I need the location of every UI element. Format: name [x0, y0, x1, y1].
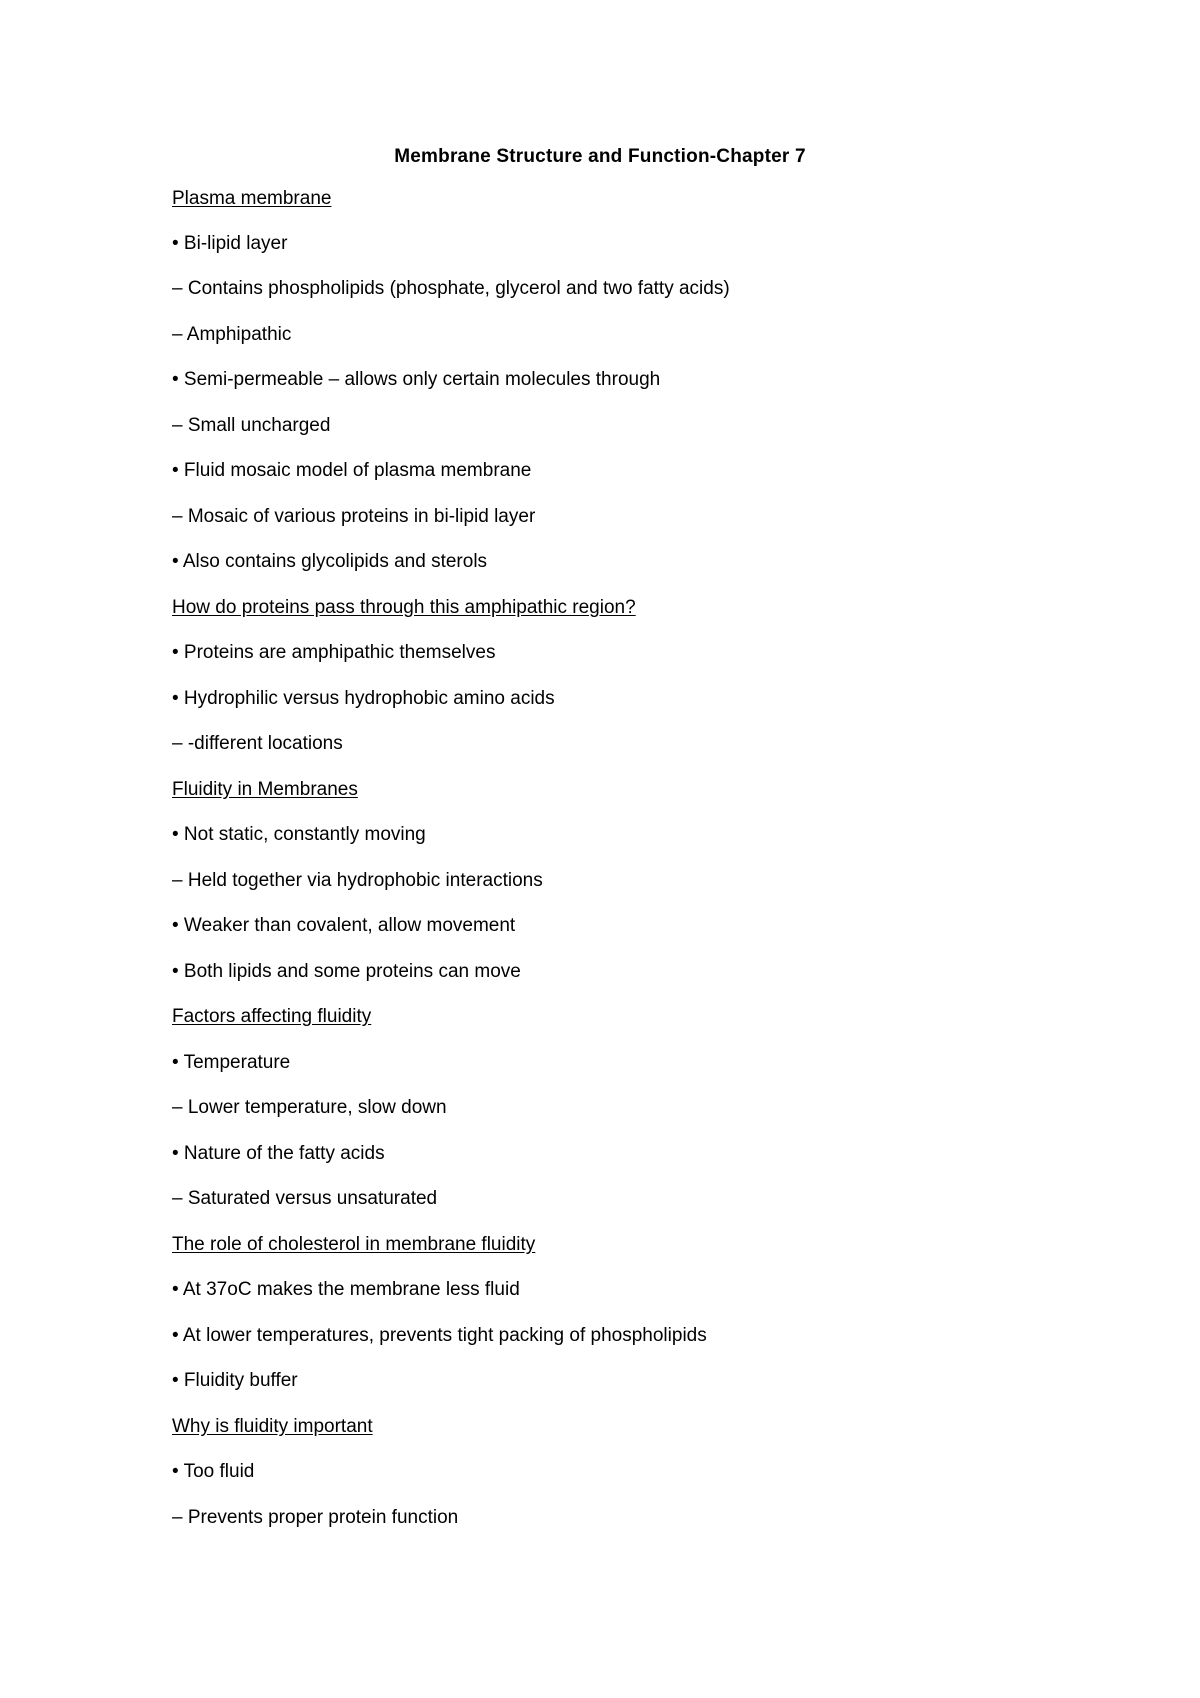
- list-item: – Amphipathic: [172, 324, 292, 345]
- list-item: • Fluid mosaic model of plasma membrane: [172, 460, 532, 481]
- list-item: • Proteins are amphipathic themselves: [172, 642, 496, 663]
- list-item: • Too fluid: [172, 1461, 255, 1482]
- section-heading-fluidity-in-membranes: Fluidity in Membranes: [172, 779, 358, 800]
- list-item: – Mosaic of various proteins in bi-lipid layer: [172, 506, 536, 527]
- list-item: – Contains phospholipids (phosphate, glycerol and two fatty acids): [172, 278, 730, 299]
- list-item: – Prevents proper protein function: [172, 1507, 459, 1528]
- list-item: • At lower temperatures, prevents tight packing of phospholipids: [172, 1325, 707, 1346]
- list-item: • Also contains glycolipids and sterols: [172, 551, 488, 572]
- list-item: – Lower temperature, slow down: [172, 1097, 447, 1118]
- section-heading-why-fluidity-important: Why is fluidity important: [172, 1416, 373, 1437]
- list-item: • Weaker than covalent, allow movement: [172, 915, 516, 936]
- page-title: Membrane Structure and Function-Chapter 7: [394, 146, 806, 167]
- list-item: • Nature of the fatty acids: [172, 1143, 385, 1164]
- list-item: • Both lipids and some proteins can move: [172, 961, 521, 982]
- list-item: • At 37oC makes the membrane less fluid: [172, 1279, 520, 1300]
- section-heading-plasma-membrane: Plasma membrane: [172, 188, 332, 209]
- list-item: • Semi-permeable – allows only certain molecules through: [172, 369, 661, 390]
- list-item: – Small uncharged: [172, 415, 331, 436]
- list-item: • Temperature: [172, 1052, 291, 1073]
- section-heading-proteins-amphipathic: How do proteins pass through this amphipathic region?: [172, 597, 636, 618]
- list-item: – Saturated versus unsaturated: [172, 1188, 438, 1209]
- list-item: • Fluidity buffer: [172, 1370, 298, 1391]
- list-item: • Not static, constantly moving: [172, 824, 426, 845]
- section-heading-role-of-cholesterol: The role of cholesterol in membrane fluidity: [172, 1234, 536, 1255]
- list-item: • Bi-lipid layer: [172, 233, 288, 254]
- list-item: • Hydrophilic versus hydrophobic amino acids: [172, 688, 555, 709]
- section-heading-factors-affecting-fluidity: Factors affecting fluidity: [172, 1006, 372, 1027]
- list-item: – -different locations: [172, 733, 343, 754]
- list-item: – Held together via hydrophobic interactions: [172, 870, 543, 891]
